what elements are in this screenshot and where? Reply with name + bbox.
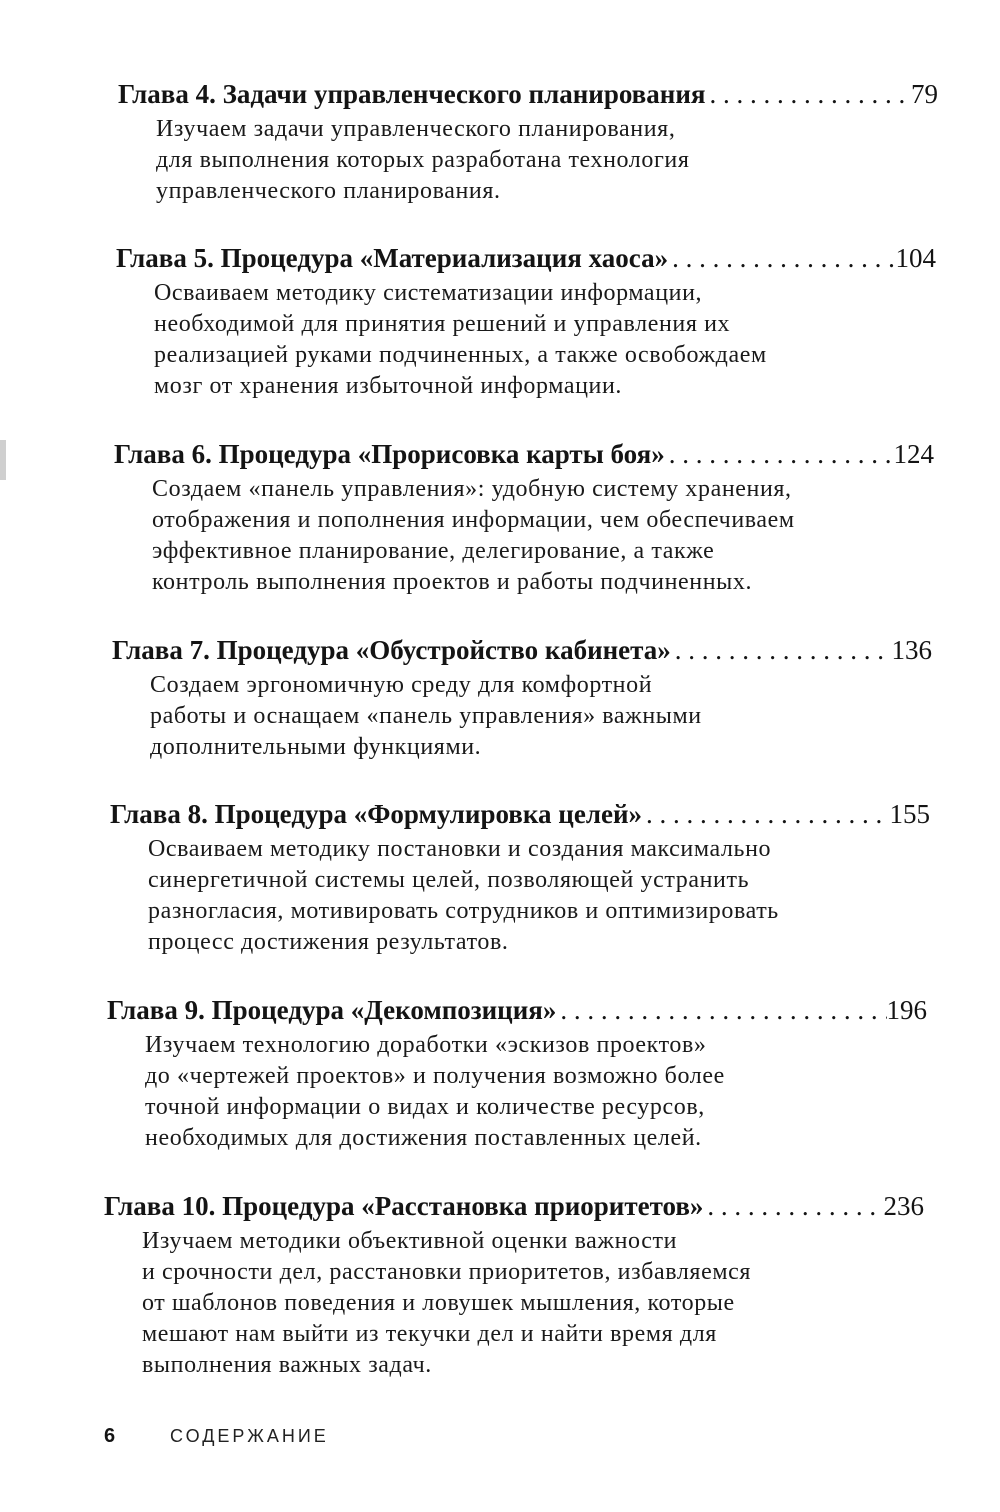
- chapter-page-number: 104: [895, 243, 936, 273]
- description-line: необходимой для принятия решений и управления их: [154, 311, 731, 337]
- dot-leader: [703, 1190, 883, 1222]
- description-line: мозг от хранения избыточной информации.: [154, 373, 623, 399]
- chapter-title: Глава 4. Задачи управленческого планирования: [118, 79, 706, 109]
- description-line: Осваиваем методику постановки и создания максимально: [148, 836, 772, 862]
- description-line: реализацией руками подчиненных, а также освобождаем: [154, 342, 767, 368]
- toc-entry-chapter-9: [107, 994, 927, 1154]
- description-line: и срочности дел, расстановки приоритетов, избавляемся: [142, 1259, 752, 1285]
- chapter-page-number: 136: [891, 635, 932, 665]
- chapter-title: Глава 7. Процедура «Обустройство кабинета»: [112, 635, 671, 665]
- chapter-heading: [112, 634, 932, 666]
- chapter-description: [154, 278, 936, 402]
- page-edge-mark: [0, 440, 6, 480]
- chapter-title: Глава 10. Процедура «Расстановка приоритетов»: [104, 1191, 704, 1221]
- description-line: выполнения важных задач.: [142, 1352, 432, 1378]
- page-footer: [104, 1425, 329, 1448]
- toc-entry-chapter-6: [114, 438, 934, 598]
- chapter-description: [148, 834, 930, 958]
- toc-entry-chapter-5: [116, 242, 936, 402]
- description-line: мешают нам выйти из текучки дел и найти время для: [142, 1321, 717, 1347]
- toc-entry-chapter-7: [112, 634, 932, 763]
- description-line: Изучаем методики объективной оценки важности: [142, 1228, 678, 1254]
- description-line: управленческого планирования.: [156, 178, 501, 204]
- description-line: необходимых для достижения поставленных целей.: [145, 1125, 702, 1151]
- chapter-title: Глава 9. Процедура «Декомпозиция»: [107, 995, 557, 1025]
- dot-leader: [642, 798, 889, 830]
- description-line: работы и оснащаем «панель управления» важными: [150, 703, 702, 729]
- chapter-heading: [118, 78, 938, 110]
- chapter-heading: [104, 1190, 924, 1222]
- footer-page-number: 6: [104, 1425, 116, 1447]
- description-line: разногласия, мотивировать сотрудников и оптимизировать: [148, 898, 779, 924]
- description-line: точной информации о видах и количестве ресурсов,: [145, 1094, 705, 1120]
- dot-leader: [671, 634, 892, 666]
- description-line: Создаем эргономичную среду для комфортной: [150, 672, 653, 698]
- chapter-page-number: 124: [893, 439, 934, 469]
- chapter-description: [145, 1030, 927, 1154]
- toc-entry-chapter-8: [110, 798, 930, 958]
- chapter-description: [150, 670, 932, 763]
- chapter-description: [152, 474, 934, 598]
- dot-leader: [665, 438, 894, 470]
- dot-leader: [556, 994, 886, 1026]
- chapter-page-number: 236: [883, 1191, 924, 1221]
- toc-entry-chapter-10: [104, 1190, 924, 1381]
- description-line: синергетичной системы целей, позволяющей устранить: [148, 867, 750, 893]
- description-line: эффективное планирование, делегирование, а также: [152, 538, 715, 564]
- dot-leader: [706, 78, 912, 110]
- description-line: для выполнения которых разработана технология: [156, 147, 690, 173]
- description-line: процесс достижения результатов.: [148, 929, 509, 955]
- footer-section-label: СОДЕРЖАНИЕ: [170, 1426, 329, 1446]
- toc-entry-chapter-4: [118, 78, 938, 207]
- chapter-description: [156, 114, 938, 207]
- description-line: Создаем «панель управления»: удобную систему хранения,: [152, 476, 792, 502]
- chapter-page-number: 155: [889, 799, 930, 829]
- description-line: Осваиваем методику систематизации информации,: [154, 280, 703, 306]
- description-line: дополнительными функциями.: [150, 734, 482, 760]
- description-line: отображения и пополнения информации, чем обеспечиваем: [152, 507, 795, 533]
- chapter-title: Глава 5. Процедура «Материализация хаоса»: [116, 243, 669, 273]
- chapter-title: Глава 6. Процедура «Прорисовка карты боя»: [114, 439, 665, 469]
- dot-leader: [668, 242, 895, 274]
- chapter-page-number: 196: [886, 995, 927, 1025]
- chapter-page-number: 79: [911, 79, 938, 109]
- description-line: от шаблонов поведения и ловушек мышления, которые: [142, 1290, 735, 1316]
- description-line: Изучаем задачи управленческого планирования,: [156, 116, 676, 142]
- chapter-heading: [110, 798, 930, 830]
- description-line: контроль выполнения проектов и работы подчиненных.: [152, 569, 753, 595]
- chapter-title: Глава 8. Процедура «Формулировка целей»: [110, 799, 643, 829]
- description-line: до «чертежей проектов» и получения возможно более: [145, 1063, 725, 1089]
- description-line: Изучаем технологию доработки «эскизов проектов»: [145, 1032, 707, 1058]
- chapter-heading: [107, 994, 927, 1026]
- chapter-heading: [114, 438, 934, 470]
- chapter-description: [142, 1226, 924, 1381]
- chapter-heading: [116, 242, 936, 274]
